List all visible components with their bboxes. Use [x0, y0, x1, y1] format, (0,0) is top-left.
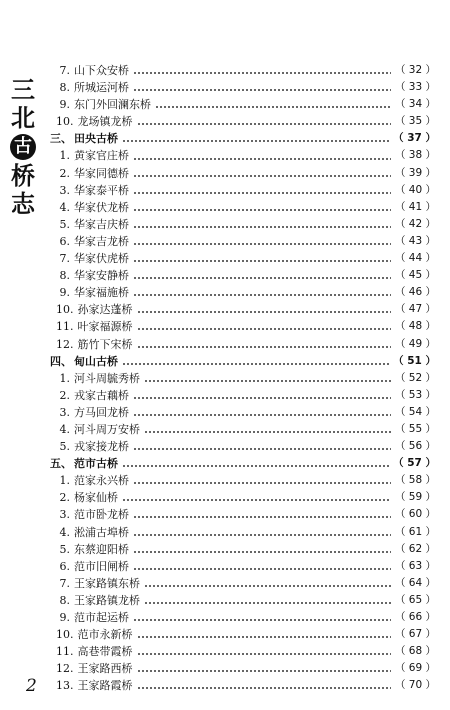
- dot-leader: [133, 506, 391, 523]
- toc-entry-number: 10.: [56, 628, 74, 642]
- dot-leader: [137, 113, 391, 130]
- toc-entry-page: （ 37 ）: [393, 132, 436, 145]
- toc-entry-title: 华家同德桥: [74, 166, 129, 180]
- dot-leader: [133, 165, 391, 182]
- toc-entry-page: （ 58 ）: [394, 474, 436, 487]
- toc-section-heading[interactable]: [48, 455, 436, 472]
- toc-entry-number: 8.: [59, 593, 70, 607]
- toc-section-heading[interactable]: [48, 130, 436, 147]
- toc-entry[interactable]: [48, 62, 436, 79]
- dot-leader: [133, 438, 391, 455]
- book-title-char: 志: [11, 189, 35, 218]
- toc-entry-number: 11.: [56, 645, 74, 659]
- toc-entry[interactable]: [48, 147, 436, 164]
- toc-entry[interactable]: [48, 592, 436, 609]
- toc-entry-page: （ 51 ）: [393, 354, 436, 367]
- toc-entry-page: （ 65 ）: [394, 593, 436, 606]
- dot-leader: [122, 455, 389, 472]
- toc-entry-number: 2.: [59, 491, 70, 505]
- dot-leader: [144, 370, 391, 387]
- toc-entry-title: 山下众安桥: [74, 64, 129, 77]
- toc-entry-title: 田央古桥: [74, 132, 118, 146]
- toc-entry-page: （ 64 ）: [394, 576, 436, 589]
- toc-entry-page: （ 43 ）: [394, 234, 436, 247]
- toc-entry-title: 范市旧闸桥: [74, 559, 129, 573]
- book-title-char: 古: [10, 134, 36, 160]
- toc-entry-number: 9.: [59, 286, 70, 300]
- toc-entry-number: 5.: [59, 542, 70, 556]
- toc-entry-number: 8.: [59, 81, 70, 95]
- toc-entry-title: 华家吉龙桥: [74, 234, 129, 248]
- toc-entry-number: 1.: [59, 149, 70, 163]
- toc-entry-page: （ 53 ）: [394, 388, 436, 401]
- toc-entry-page: （ 60 ）: [394, 508, 436, 521]
- toc-entry-title: 华家福施桥: [74, 286, 129, 300]
- dot-leader: [122, 353, 389, 370]
- toc-entry-number: 13.: [56, 679, 74, 693]
- toc-entry-number: 10.: [56, 303, 74, 317]
- dot-leader: [133, 387, 391, 404]
- book-title-char: 北: [11, 103, 35, 132]
- toc-entry-title: 东蔡迎阳桥: [74, 542, 129, 556]
- toc-entry-number: 3.: [59, 508, 70, 522]
- toc-entry-title: 王家路霞桥: [77, 679, 133, 693]
- dot-leader: [133, 472, 391, 489]
- book-title-char: 三: [11, 75, 35, 104]
- toc-entry-page: （ 40 ）: [394, 183, 436, 196]
- toc-entry-page: （ 67 ）: [394, 628, 436, 641]
- toc-entry-number: 9.: [59, 611, 70, 624]
- toc-entry-title: 龙场镇龙桥: [77, 115, 133, 129]
- toc-entry-title: 黄家官庄桥: [74, 149, 129, 163]
- toc-entry-title: 王家路西桥: [77, 662, 133, 676]
- toc-entry-number: 4.: [59, 525, 70, 539]
- toc-entry-page: （ 46 ）: [394, 286, 436, 299]
- dot-leader: [133, 404, 391, 421]
- toc-entry-page: （ 49 ）: [394, 337, 436, 350]
- toc-entry[interactable]: [48, 267, 436, 284]
- toc-entry-page: （ 35 ）: [394, 115, 436, 128]
- toc-entry-page: （ 38 ）: [394, 149, 436, 162]
- toc-entry-number: 7.: [59, 576, 70, 590]
- toc-entry-page: （ 42 ）: [394, 217, 436, 230]
- dot-leader: [137, 677, 391, 694]
- toc-entry-page: （ 34 ）: [394, 98, 436, 111]
- toc-entry[interactable]: [48, 575, 436, 592]
- toc-entry-number: 2.: [59, 166, 70, 180]
- toc-entry-page: （ 63 ）: [394, 559, 436, 572]
- toc-entry[interactable]: [48, 250, 436, 267]
- toc-entry[interactable]: [48, 660, 436, 677]
- toc-entry-page: （ 68 ）: [394, 645, 436, 658]
- toc-entry-title: 华家伏虎桥: [74, 252, 129, 266]
- dot-leader: [137, 336, 391, 353]
- dot-leader: [133, 250, 391, 267]
- toc-entry-title: 孙家达蓬桥: [77, 303, 133, 317]
- toc-entry-number: 7.: [59, 64, 70, 77]
- toc-entry-page: （ 32 ）: [394, 64, 436, 76]
- dot-leader: [133, 524, 391, 541]
- toc-entry-title: 王家路镇龙桥: [74, 593, 140, 607]
- dot-leader: [155, 96, 391, 113]
- toc-entry-title: 高巷带霞桥: [77, 645, 133, 659]
- toc-entry-title: 叶家福源桥: [77, 320, 133, 334]
- toc-entry[interactable]: [48, 96, 436, 113]
- toc-entry-title: 华家伏龙桥: [74, 200, 129, 214]
- toc-entry-page: （ 33 ）: [394, 81, 436, 94]
- toc-entry-page: （ 66 ）: [394, 611, 436, 623]
- toc-entry-page: （ 44 ）: [394, 252, 436, 265]
- toc-entry-number: 3.: [59, 183, 70, 197]
- toc-entry-number: 11.: [56, 320, 74, 334]
- dot-leader: [122, 130, 389, 147]
- toc-entry-number: 8.: [59, 269, 70, 283]
- toc-entry-title: 筋竹下宋桥: [77, 337, 133, 351]
- toc-entry[interactable]: [48, 404, 436, 421]
- toc-entry-title: 范市卧龙桥: [74, 508, 129, 522]
- toc-entry-page: （ 52 ）: [394, 371, 436, 384]
- toc-entry-title: 华家吉庆桥: [74, 217, 129, 231]
- toc-entry-page: （ 62 ）: [394, 542, 436, 555]
- toc-entry-title: 范市永新桥: [77, 628, 133, 642]
- dot-leader: [137, 318, 391, 335]
- toc-entry[interactable]: [48, 216, 436, 233]
- toc-entry[interactable]: [48, 233, 436, 250]
- dot-leader: [144, 575, 391, 592]
- toc-entry[interactable]: [48, 626, 436, 643]
- toc-entry-title: 华家泰平桥: [74, 183, 129, 197]
- table-of-contents: [48, 62, 436, 694]
- toc-entry[interactable]: [48, 199, 436, 216]
- toc-entry[interactable]: [48, 182, 436, 199]
- dot-leader: [133, 62, 391, 79]
- dot-leader: [133, 79, 391, 96]
- toc-entry-number: 4.: [59, 200, 70, 214]
- toc-entry-title: 甸山古桥: [74, 354, 118, 368]
- toc-entry-number: 12.: [56, 662, 74, 676]
- toc-entry-page: （ 47 ）: [394, 303, 436, 316]
- dot-leader: [133, 182, 391, 199]
- toc-entry-title: 范家永兴桥: [74, 474, 129, 488]
- dot-leader: [137, 626, 391, 643]
- book-title-char: 桥: [11, 161, 35, 190]
- toc-entry-number: 3.: [59, 405, 70, 419]
- dot-leader: [133, 216, 391, 233]
- toc-entry-page: （ 59 ）: [394, 491, 436, 504]
- toc-entry-number: 10.: [56, 115, 74, 129]
- toc-entry-page: （ 45 ）: [394, 269, 436, 282]
- toc-entry[interactable]: [48, 387, 436, 404]
- toc-entry-page: （ 56 ）: [394, 440, 436, 453]
- toc-entry-number: 三、: [50, 132, 72, 146]
- dot-leader: [137, 301, 391, 318]
- toc-entry-number: 9.: [59, 98, 70, 112]
- dot-leader: [133, 199, 391, 216]
- toc-entry-title: 所城运河桥: [74, 81, 129, 95]
- toc-entry-title: 河斗周毓秀桥: [74, 371, 140, 385]
- dot-leader: [144, 421, 391, 438]
- toc-entry-page: （ 57 ）: [393, 457, 436, 470]
- toc-entry-page: （ 70 ）: [394, 679, 436, 692]
- book-title-vertical: [6, 76, 40, 218]
- dot-leader: [133, 267, 391, 284]
- toc-entry-title: 河斗周万安桥: [74, 422, 140, 436]
- toc-entry[interactable]: [48, 79, 436, 96]
- toc-entry-title: 方马回龙桥: [74, 405, 129, 419]
- toc-entry-number: 1.: [59, 474, 70, 488]
- toc-entry[interactable]: [48, 489, 436, 506]
- toc-entry-title: 东门外回澜东桥: [74, 98, 151, 112]
- dot-leader: [144, 592, 391, 609]
- dot-leader: [137, 660, 391, 677]
- toc-entry[interactable]: [48, 421, 436, 438]
- toc-entry-page: （ 55 ）: [394, 422, 436, 435]
- toc-entry-title: 王家路镇东桥: [74, 576, 140, 590]
- toc-entry[interactable]: [48, 541, 436, 558]
- dot-leader: [133, 148, 391, 165]
- toc-entry-page: （ 41 ）: [394, 200, 436, 213]
- toc-entry[interactable]: [48, 318, 436, 335]
- toc-entry-number: 6.: [59, 559, 70, 573]
- toc-entry[interactable]: [48, 165, 436, 182]
- dot-leader: [133, 541, 391, 558]
- dot-leader: [133, 284, 391, 301]
- toc-entry-title: 淞浦古埠桥: [74, 525, 129, 539]
- toc-entry-number: 6.: [59, 234, 70, 248]
- toc-entry-title: 戎家接龙桥: [74, 440, 129, 454]
- dot-leader: [133, 233, 391, 250]
- dot-leader: [133, 609, 391, 626]
- toc-entry-title: 华家安静桥: [74, 269, 129, 283]
- toc-entry-number: 四、: [50, 354, 72, 368]
- toc-entry[interactable]: [48, 524, 436, 541]
- toc-entry[interactable]: [48, 113, 436, 130]
- dot-leader: [133, 558, 391, 575]
- toc-entry[interactable]: [48, 677, 436, 694]
- toc-entry-page: （ 61 ）: [394, 525, 436, 538]
- dot-leader: [122, 489, 391, 506]
- toc-entry[interactable]: [48, 284, 436, 301]
- toc-entry[interactable]: [48, 609, 436, 626]
- toc-entry-page: （ 39 ）: [394, 166, 436, 179]
- dot-leader: [137, 643, 391, 660]
- toc-entry-number: 2.: [59, 388, 70, 402]
- toc-entry-number: 4.: [59, 422, 70, 436]
- toc-entry-title: 范市起运桥: [74, 611, 129, 624]
- toc-entry[interactable]: [48, 370, 436, 387]
- toc-entry-number: 12.: [56, 337, 74, 351]
- toc-entry[interactable]: [48, 301, 436, 318]
- toc-entry-number: 1.: [59, 371, 70, 385]
- toc-entry-title: 范市古桥: [74, 457, 118, 471]
- toc-entry[interactable]: [48, 472, 436, 489]
- toc-entry[interactable]: [48, 558, 436, 575]
- toc-entry-title: 戎家古藕桥: [74, 388, 129, 402]
- toc-entry[interactable]: [48, 438, 436, 455]
- toc-entry[interactable]: [48, 506, 436, 523]
- toc-entry-page: （ 48 ）: [394, 320, 436, 333]
- toc-entry[interactable]: [48, 643, 436, 660]
- toc-entry-title: 杨家仙桥: [74, 491, 118, 505]
- toc-entry-number: 五、: [50, 457, 72, 471]
- toc-entry-number: 5.: [59, 440, 70, 454]
- toc-entry-number: 7.: [59, 252, 70, 266]
- page-number: 2: [26, 676, 37, 696]
- toc-entry-page: （ 69 ）: [394, 662, 436, 675]
- toc-entry-number: 5.: [59, 217, 70, 231]
- toc-section-heading[interactable]: [48, 353, 436, 370]
- toc-entry[interactable]: [48, 336, 436, 353]
- toc-entry-page: （ 54 ）: [394, 405, 436, 418]
